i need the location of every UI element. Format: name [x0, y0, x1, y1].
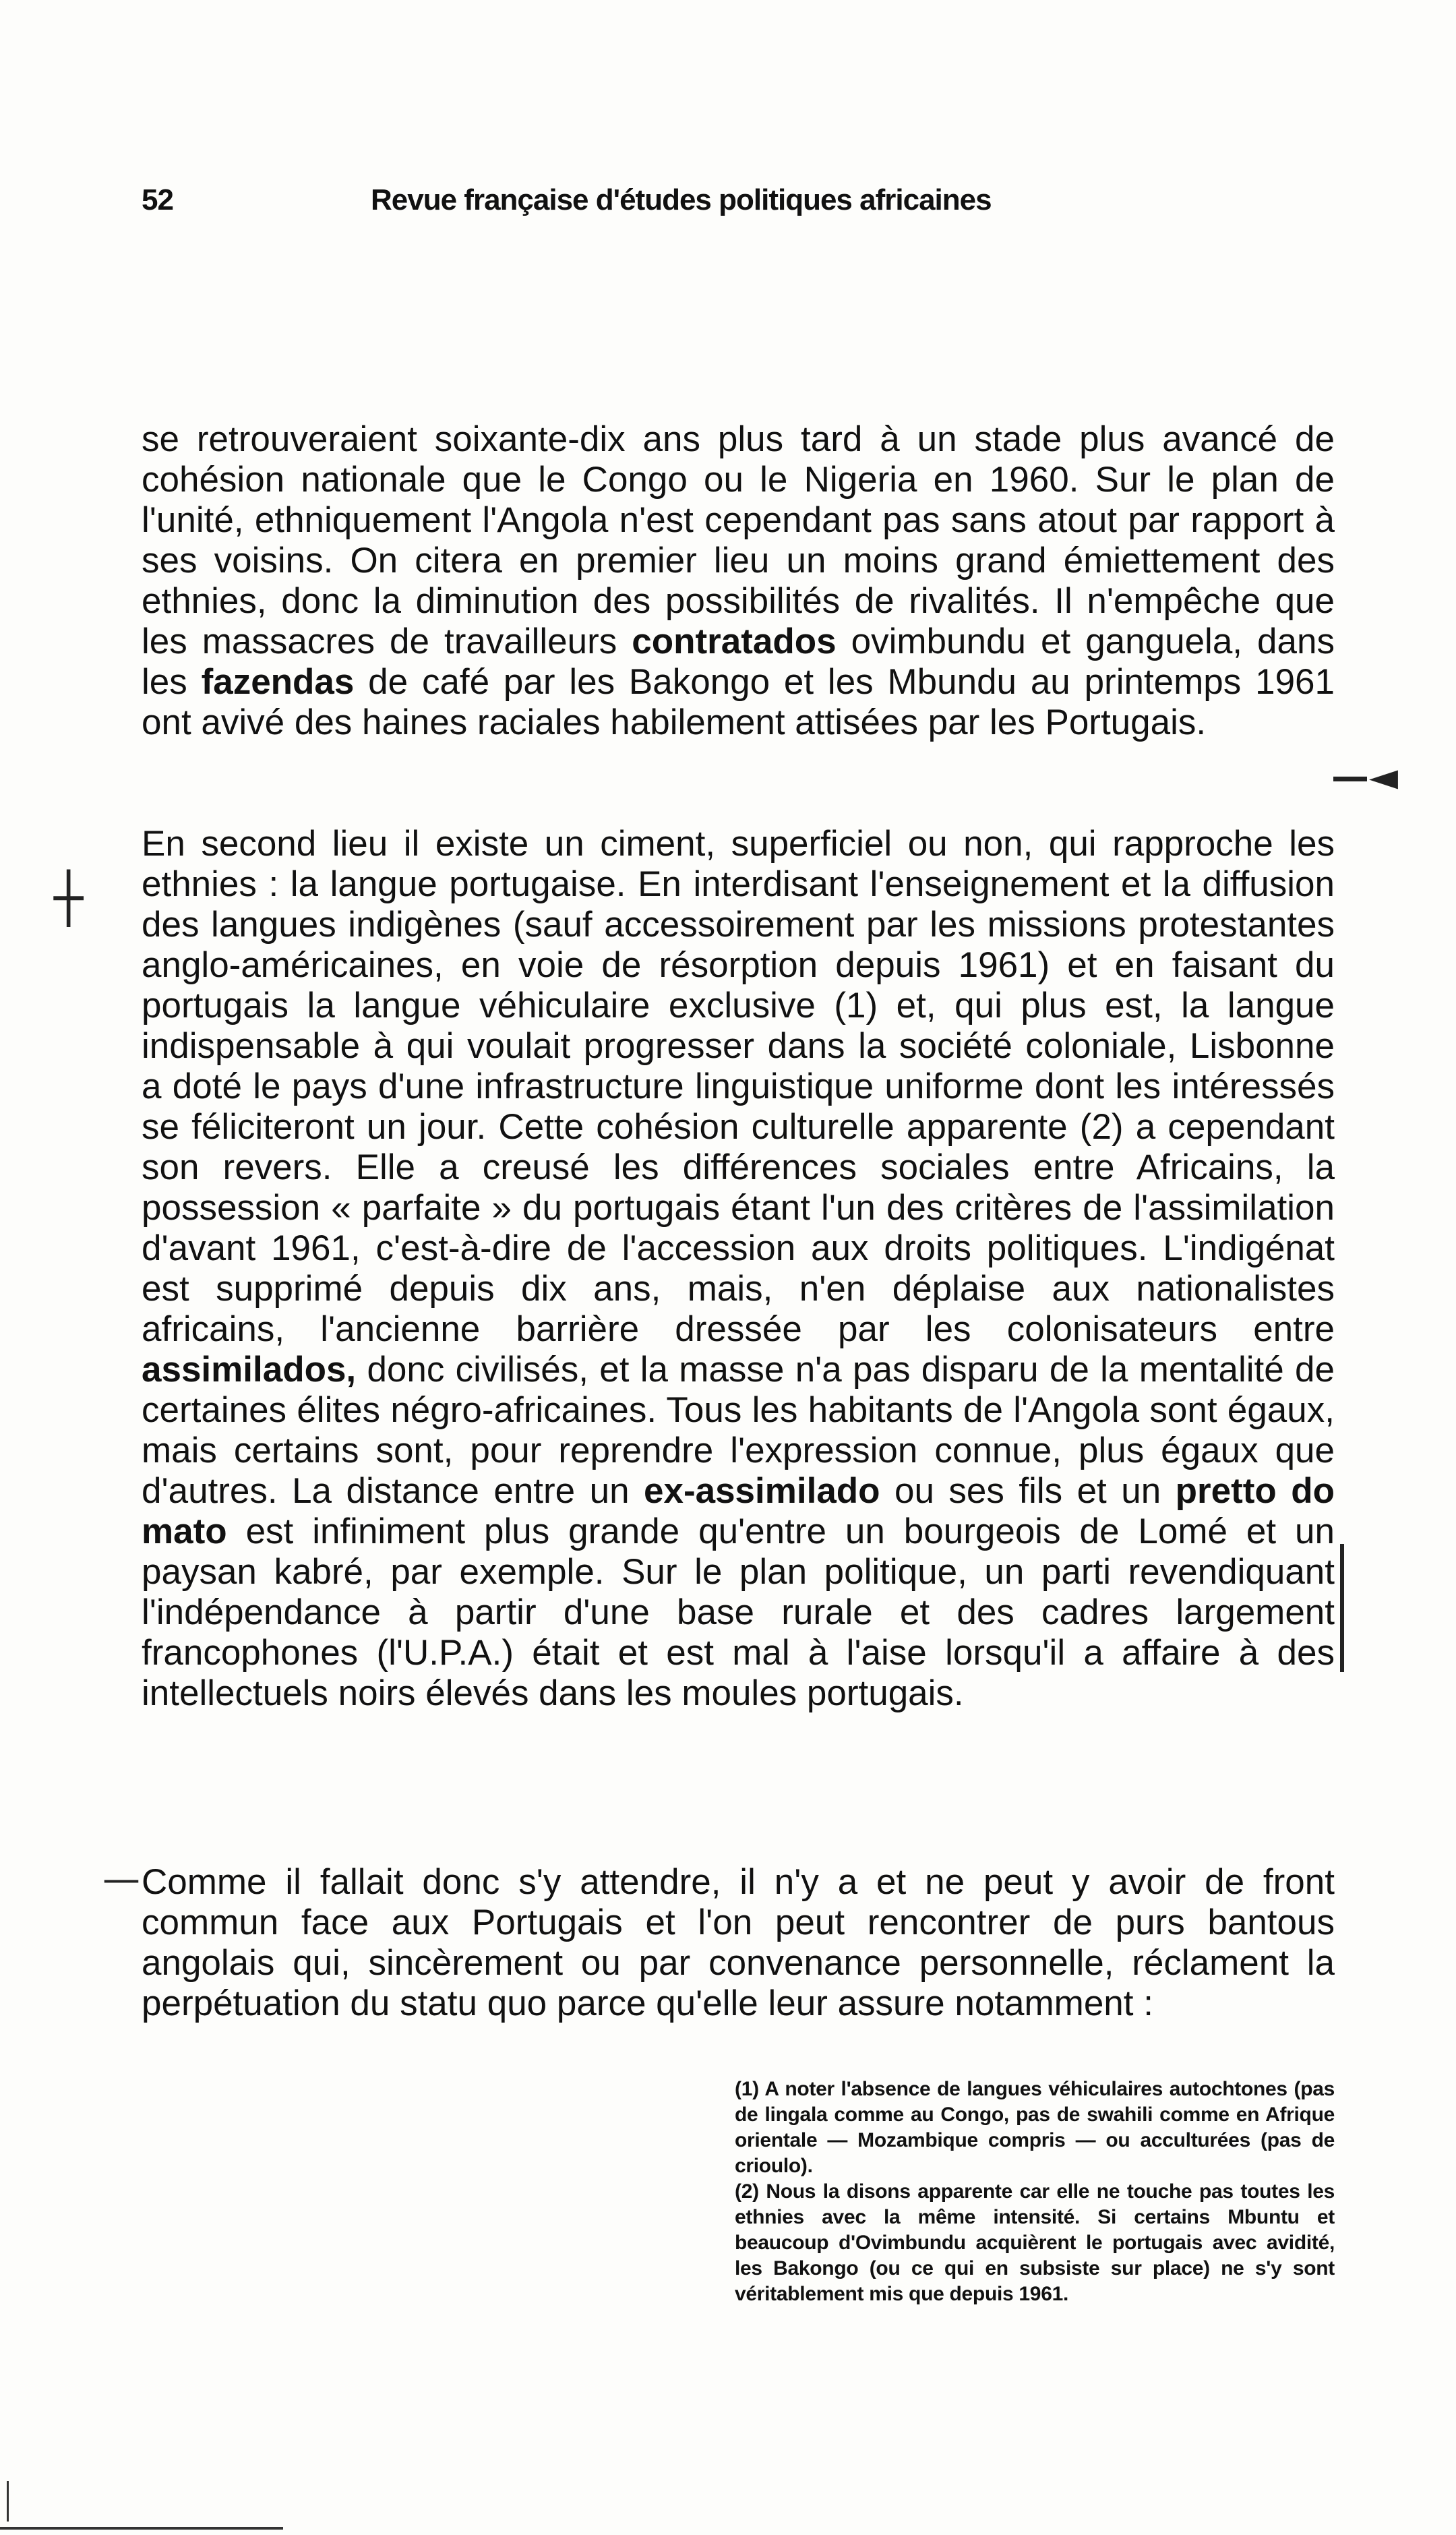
- footnote-2: (2) Nous la disons apparente car elle ne touche pas toutes les ethnies avec la même intensité. Si certains Mbuntu et beaucoup d'Ovimbundu acquièrent le portugais avec avidité, les Bakongo (ou ce qui en subsiste sur place) ne s'y sont véritablement mis que depuis 1961.: [735, 2180, 1335, 2305]
- p2-text-3: ou ses fils et un: [880, 1471, 1176, 1511]
- p2-bold-ex-assimilado: ex-assimilado: [644, 1471, 880, 1511]
- corner-tick-mark: [7, 2481, 9, 2522]
- p3-text-1: Comme il fallait donc s'y attendre, il n'y a et ne peut y avoir de front commun face aux Portugais et l'on peut rencontrer de purs bantous angolais qui, sincèrement ou par convenance personnelle, réclament la perpétuation du statu quo parce qu'elle leur assure notamment :: [142, 1862, 1335, 2023]
- paragraph-2: [142, 824, 1335, 1714]
- page-header: [135, 183, 1254, 224]
- p1-text-2: ovimbundu et ganguela, dans les: [142, 622, 1335, 702]
- p1-bold-contratados: contratados: [632, 622, 837, 661]
- p1-bold-fazendas: fazendas: [201, 662, 355, 702]
- p1-text-3: de café par les Bakongo et les Mbundu au printemps 1961 ont avivé des haines raciales habilement attisées par les Portugais.: [142, 662, 1335, 742]
- margin-cross-mark: ┼: [54, 870, 84, 926]
- p2-bold-assimilados: assimilados,: [142, 1350, 357, 1390]
- footnote-1: (1) A noter l'absence de langues véhiculaires autochtones (pas de lingala comme au Congo, pas de swahili comme en Afrique orientale — Mozambique compris — ou acculturées (pas de crioulo).: [735, 2078, 1335, 2177]
- p2-bold-pretto-do-mato: pretto do mato: [142, 1471, 1335, 1551]
- paragraph-1: [142, 419, 1335, 743]
- paragraph-3: [142, 1862, 1335, 2024]
- margin-bracket-mark: [1340, 1544, 1344, 1672]
- running-title: Revue française d'études politiques africaines: [371, 183, 992, 216]
- margin-dash-mark: —: [102, 1857, 140, 1901]
- p1-text-1: se retrouveraient soixante-dix ans plus tard à un stade plus avancé de cohésion nationale que le Congo ou le Nigeria en 1960. Sur le plan de l'unité, ethniquement l'Angola n'est cependant pas sans atout par rapport à ses voisins. On citera en premier lieu un moins grand émiettement des ethnies, donc la diminution des possibilités de rivalités. Il n'empêche que les massacres de travailleurs: [142, 419, 1335, 661]
- footnotes: [735, 2077, 1335, 2307]
- p2-text-1: En second lieu il existe un ciment, superficiel ou non, qui rapproche les ethnies : la langue portugaise. En interdisant l'enseignement et la diffusion des langues indigènes (sauf accessoirement par les missions protestantes anglo-américaines, en voie de résorption depuis 1961) et en faisant du portugais la langue véhiculaire exclusive (1) et, qui plus est, la langue indispensable à qui voulait progresser dans la société coloniale, Lisbonne a doté le pays d'une infrastructure linguistique uniforme dont les intéressés se féliciteront un jour. Cette cohésion culturelle apparente (2) a cependant son revers. Elle a creusé les différences sociales entre Africains, la possession « parfaite » du portugais étant l'un des critères de l'assimilation d'avant 1961, c'est-à-dire de l'accession aux droits politiques. L'indigénat est supprimé depuis dix ans, mais, n'en déplaise aux nationalistes africains, l'ancienne barrière dressée par les colonisateurs entre: [142, 824, 1335, 1349]
- p2-text-4: est infiniment plus grande qu'entre un bourgeois de Lomé et un paysan kabré, par exemple. Sur le plan politique, un parti revendiquant l'indépendance à partir d'une base rurale et des cadres largement francophones (l'U.P.A.) était et est mal à l'aise lorsqu'il a affaire à des intellectuels noirs élevés dans les moules portugais.: [142, 1512, 1335, 1713]
- bottom-rule: [0, 2527, 283, 2530]
- p2-text-2: donc civilisés, et la masse n'a pas disparu de la mentalité de certaines élites négro-africaines. Tous les habitants de l'Angola sont égaux, mais certains sont, pour reprendre l'expression connue, plus égaux que d'autres. La distance entre un: [142, 1350, 1335, 1511]
- page-number: 52: [142, 183, 173, 216]
- margin-arrow-mark: —◄: [1331, 755, 1399, 799]
